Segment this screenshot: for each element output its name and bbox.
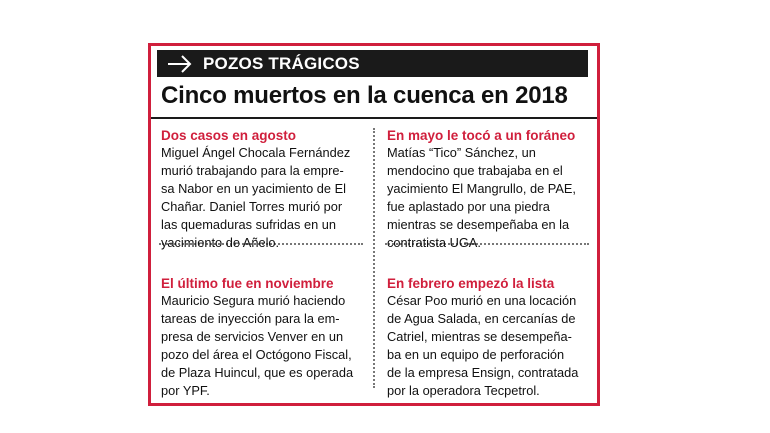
item-body: César Poo murió en una locación de Agua Salada, en cercanías de Catriel, mientras se desempeña- ba en un equipo de perforación de la empresa Ensign, contratada por la operadora Tecpetrol. bbox=[387, 293, 579, 398]
item-body: Mauricio Segura murió haciendo tareas de inyección para la em- presa de servicios Venver en un pozo del área el Octógono Fiscal, de Plaza Huincul, que es operada por YPF. bbox=[161, 293, 354, 398]
item-block bbox=[387, 276, 599, 400]
arrow-right-icon bbox=[167, 54, 193, 74]
item-block bbox=[161, 128, 373, 252]
item-title: Dos casos en agosto bbox=[161, 128, 297, 143]
section-tag bbox=[157, 50, 588, 77]
section-tag-label: POZOS TRÁGICOS bbox=[203, 53, 360, 73]
item-title: El último fue en noviembre bbox=[161, 276, 334, 291]
item-block bbox=[161, 276, 373, 400]
item-block bbox=[387, 128, 599, 252]
item-title: En mayo le tocó a un foráneo bbox=[387, 128, 576, 143]
item-title: En febrero empezó la lista bbox=[387, 276, 555, 291]
headline-rule bbox=[151, 117, 597, 119]
item-body: Miguel Ángel Chocala Fernández murió trabajando para la empre- sa Nabor en un yacimiento de El Chañar. Daniel Torres murió por las quemaduras sufridas en un yacimiento de Añelo. bbox=[161, 145, 351, 250]
item-body: Matías “Tico” Sánchez, un mendocino que trabajaba en el yacimiento El Mangrullo, de PAE, fue aplastado por una piedra mientras se desempeñaba en la contratista UGA. bbox=[387, 145, 576, 250]
headline: Cinco muertos en la cuenca en 2018 bbox=[161, 82, 568, 109]
infobox bbox=[148, 43, 600, 406]
column-divider bbox=[373, 128, 375, 388]
